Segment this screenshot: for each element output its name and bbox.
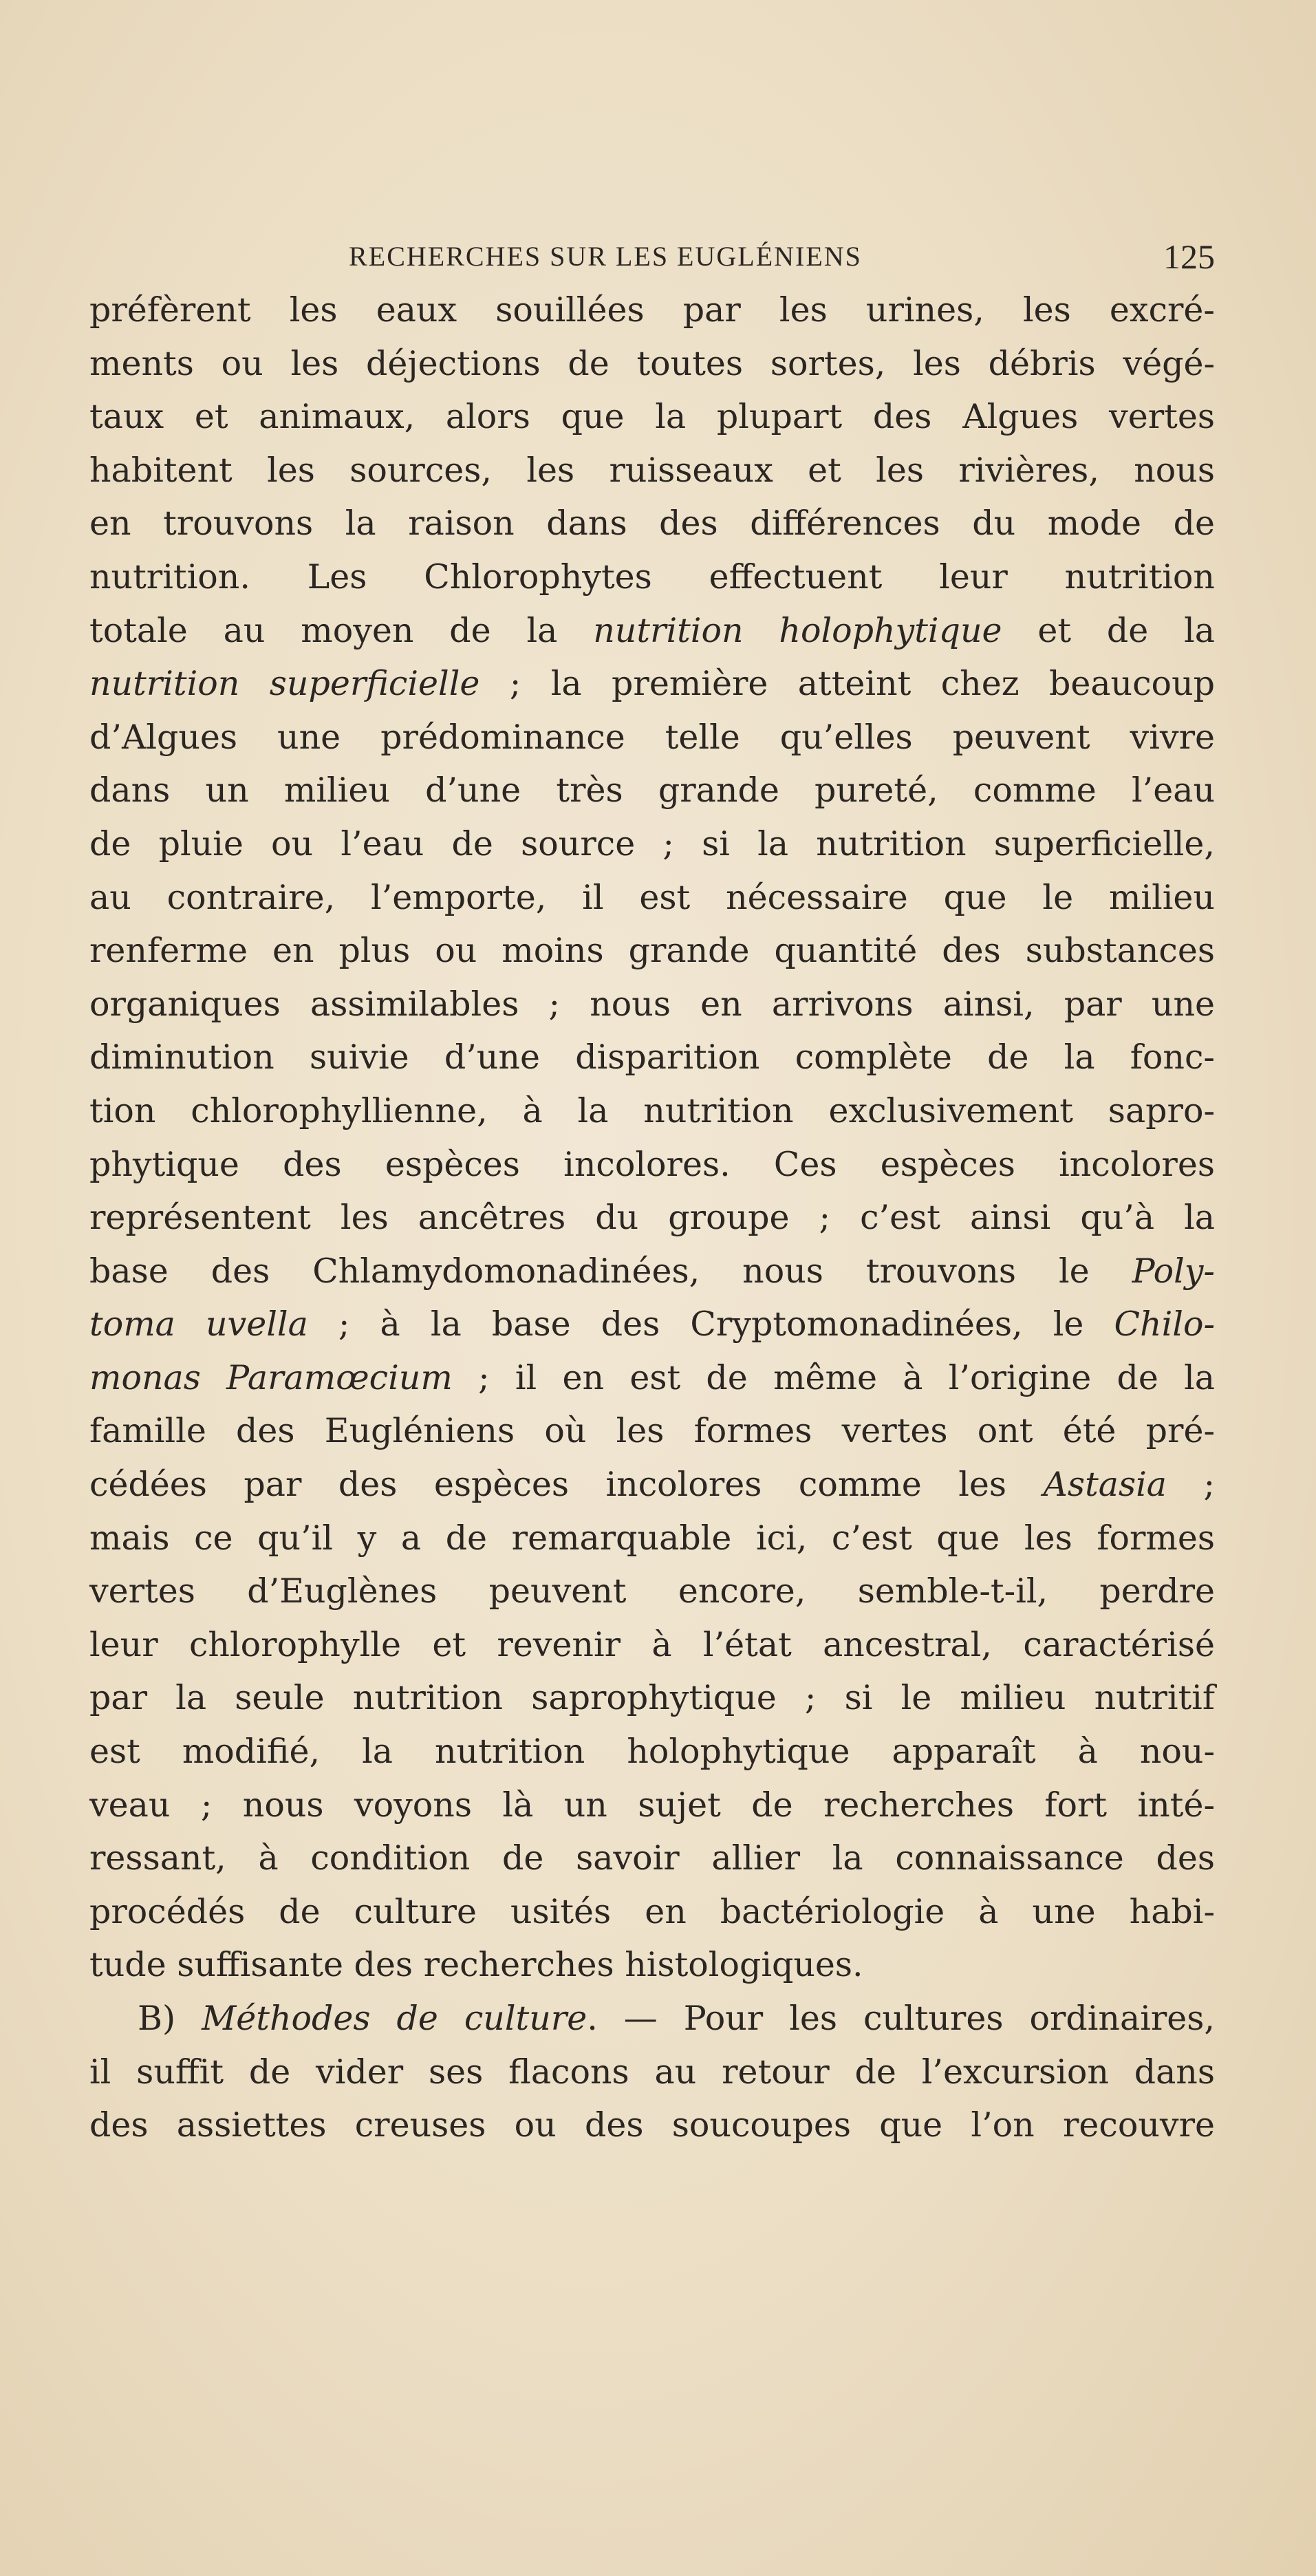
text-line (89, 1992, 1215, 2046)
italic-term: nutrition superficielle (89, 664, 480, 704)
text-line: d’Algues une prédominance telle qu’elles peuvent vivre (89, 717, 1215, 757)
text-line: de pluie ou l’eau de source ; si la nutrition superficielle, (89, 824, 1215, 863)
italic-term: Chilo- (1114, 1305, 1215, 1344)
text-run: B) (138, 1999, 202, 2038)
text-line (89, 604, 1215, 658)
text-line (89, 1458, 1215, 1512)
text-line: tion chlorophyllienne, à la nutrition exclusivement sapro- (89, 1091, 1215, 1130)
text-line: diminution suivie d’une disparition complète de la fonc- (89, 1038, 1215, 1077)
italic-term: Méthodes de culture (202, 1999, 587, 2038)
text-line (89, 657, 1215, 711)
text-line: habitent les sources, les ruisseaux et les rivières, nous (89, 450, 1215, 490)
text-line: phytique des espèces incolores. Ces espèces incolores (89, 1144, 1215, 1184)
running-title: RECHERCHES SUR LES EUGLÉNIENS (349, 241, 862, 272)
italic-term: Poly- (1132, 1251, 1215, 1291)
italic-term: toma uvella (89, 1305, 308, 1344)
text-line (89, 1351, 1215, 1405)
text-run: et de la (1002, 610, 1215, 650)
text-line: organiques assimilables ; nous en arrivons ainsi, par une (89, 984, 1215, 1024)
text-line (89, 1245, 1215, 1298)
text-line: leur chlorophylle et revenir à l’état ancestral, caractérisé (89, 1624, 1215, 1664)
text-run: ; (1167, 1465, 1215, 1505)
text-run: . — Pour les cultures ordinaires, (587, 1999, 1216, 2038)
text-line: ressant, à condition de savoir allier la connaissance des (89, 1838, 1215, 1878)
text-line: préfèrent les eaux souillées par les urines, les excré- (89, 290, 1215, 330)
text-line: veau ; nous voyons là un sujet de recherches fort inté- (89, 1785, 1215, 1825)
text-line: tude suffisante des recherches histologiques. (89, 1945, 863, 1985)
text-line: par la seule nutrition saprophytique ; si le milieu nutritif (89, 1678, 1215, 1718)
text-line: mais ce qu’il y a de remarquable ici, c’est que les formes (89, 1518, 1215, 1558)
text-line: nutrition. Les Chlorophytes effectuent leur nutrition (89, 557, 1215, 597)
text-run: totale au moyen de la (89, 610, 594, 650)
running-head (89, 233, 1215, 281)
text-run: cédées par des espèces incolores comme les (89, 1465, 1044, 1505)
text-line: renferme en plus ou moins grande quantité des substances (89, 931, 1215, 971)
text-run: ; à la base des Cryptomonadinées, le (308, 1305, 1114, 1344)
italic-term: Astasia (1043, 1465, 1167, 1505)
text-line: dans un milieu d’une très grande pureté, comme l’eau (89, 771, 1215, 811)
body-text (89, 283, 1215, 2152)
italic-term: monas Paramœcium (89, 1357, 453, 1397)
text-line: il suffit de vider ses flacons au retour de l’excursion dans (89, 2052, 1215, 2092)
text-line: ments ou les déjections de toutes sortes, les débris végé- (89, 343, 1215, 383)
text-line: des assiettes creuses ou des soucoupes que l’on recouvre (89, 2105, 1215, 2145)
text-line: en trouvons la raison dans des différences du mode de (89, 504, 1215, 544)
text-line: taux et animaux, alors que la plupart des Algues vertes (89, 397, 1215, 437)
text-run: ; il en est de même à l’origine de la (452, 1357, 1215, 1397)
italic-term: nutrition holophytique (593, 610, 1002, 650)
text-line: vertes d’Euglènes peuvent encore, semble-t-il, perdre (89, 1571, 1215, 1611)
text-line: représentent les ancêtres du groupe ; c’est ainsi qu’à la (89, 1198, 1215, 1238)
text-run: ; la première atteint chez beaucoup (479, 664, 1215, 704)
text-line: procédés de culture usités en bactériologie à une habi- (89, 1891, 1215, 1931)
text-line: famille des Eugléniens où les formes vertes ont été pré- (89, 1411, 1215, 1451)
page-number: 125 (1163, 237, 1215, 276)
text-line: est modifié, la nutrition holophytique apparaît à nou- (89, 1732, 1215, 1772)
text-line (89, 1298, 1215, 1351)
text-run: base des Chlamydomonadinées, nous trouvons le (89, 1251, 1132, 1291)
text-line: au contraire, l’emporte, il est nécessaire que le milieu (89, 877, 1215, 917)
